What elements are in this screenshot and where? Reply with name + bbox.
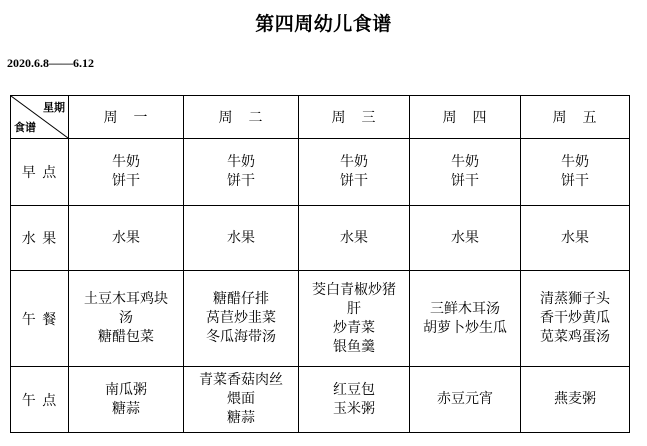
dish-line: 香干炒黄瓜 <box>540 310 610 326</box>
menu-cell-fruit-fri <box>521 206 630 271</box>
dish-line: 牛奶 <box>227 154 255 170</box>
menu-cell-fruit-wed <box>299 206 410 271</box>
dish-line: 莴苣炒韭菜 <box>206 310 276 326</box>
menu-cell-afternoon-snack-thu <box>410 367 521 433</box>
meal-row-fruit <box>11 206 630 271</box>
meal-label-afternoon-snack: 午 点 <box>11 367 69 433</box>
menu-cell-breakfast-wed <box>299 139 410 206</box>
dish-line: 饼干 <box>340 173 368 189</box>
meal-label-fruit: 水 果 <box>11 206 69 271</box>
dish-line: 南瓜粥 <box>105 381 147 398</box>
menu-cell-fruit-tue <box>184 206 299 271</box>
dish-line: 燕麦粥 <box>554 391 596 407</box>
dish-line: 糖蒜 <box>112 400 140 417</box>
dish-line: 饼干 <box>561 173 589 189</box>
menu-table <box>10 95 630 433</box>
dish-line: 茭白青椒炒猪 <box>312 281 396 298</box>
menu-cell-fruit-thu <box>410 206 521 271</box>
dish-line: 水果 <box>340 229 368 246</box>
date-range: 2020.6.8——6.12 <box>7 56 94 70</box>
meal-row-afternoon-snack <box>11 367 630 433</box>
dish-line: 炒青菜 <box>333 319 375 336</box>
menu-cell-afternoon-snack-fri <box>521 367 630 433</box>
dish-line: 苋菜鸡蛋汤 <box>540 329 610 345</box>
dish-line: 红豆包 <box>333 381 375 398</box>
dish-line: 汤 <box>119 310 133 326</box>
dish-line: 糖醋仔排 <box>213 291 269 307</box>
dish-line: 饼干 <box>227 173 255 189</box>
meal-row-breakfast <box>11 139 630 206</box>
menu-cell-breakfast-thu <box>410 139 521 206</box>
dish-line: 牛奶 <box>561 154 589 170</box>
dish-line: 牛奶 <box>340 154 368 170</box>
dish-line: 牛奶 <box>112 154 140 170</box>
dish-line: 水果 <box>227 229 255 246</box>
menu-cell-breakfast-tue <box>184 139 299 206</box>
menu-cell-afternoon-snack-tue <box>184 367 299 433</box>
corner-label-menu: 食谱 <box>14 121 36 134</box>
menu-cell-fruit-mon <box>69 206 184 271</box>
menu-cell-breakfast-fri <box>521 139 630 206</box>
dish-line: 糖蒜 <box>227 410 255 426</box>
dish-line: 清蒸狮子头 <box>540 291 610 307</box>
menu-cell-lunch-thu <box>410 271 521 367</box>
dish-line: 饼干 <box>451 173 479 189</box>
header-row <box>11 96 630 139</box>
dish-line: 水果 <box>561 229 589 246</box>
dish-line: 赤豆元宵 <box>437 391 493 407</box>
dish-line: 胡萝卜炒生瓜 <box>423 319 507 336</box>
day-header-wed: 周 三 <box>299 96 410 139</box>
menu-cell-lunch-mon <box>69 271 184 367</box>
page-title: 第四周幼儿食谱 <box>255 13 392 35</box>
dish-line: 冬瓜海带汤 <box>206 329 276 345</box>
dish-line: 银鱼羹 <box>333 338 375 355</box>
dish-line: 水果 <box>112 229 140 246</box>
dish-line: 土豆木耳鸡块 <box>84 291 168 307</box>
menu-cell-lunch-wed <box>299 271 410 367</box>
dish-line: 牛奶 <box>451 154 479 170</box>
dish-line: 青菜香菇肉丝 <box>199 372 283 388</box>
dish-line: 玉米粥 <box>333 400 375 417</box>
dish-line: 煨面 <box>227 391 255 407</box>
meal-label-breakfast: 早 点 <box>11 139 69 206</box>
menu-cell-breakfast-mon <box>69 139 184 206</box>
meal-row-lunch <box>11 271 630 367</box>
menu-cell-afternoon-snack-wed <box>299 367 410 433</box>
day-header-fri: 周 五 <box>521 96 630 139</box>
day-header-mon: 周 一 <box>69 96 184 139</box>
menu-cell-lunch-fri <box>521 271 630 367</box>
meal-label-lunch: 午 餐 <box>11 271 69 367</box>
dish-line: 糖醋包菜 <box>98 329 154 345</box>
menu-cell-afternoon-snack-mon <box>69 367 184 433</box>
corner-cell <box>11 96 69 139</box>
menu-cell-lunch-tue <box>184 271 299 367</box>
day-header-tue: 周 二 <box>184 96 299 139</box>
dish-line: 三鲜木耳汤 <box>430 300 500 317</box>
dish-line: 肝 <box>347 300 361 317</box>
day-header-thu: 周 四 <box>410 96 521 139</box>
corner-label-weekday: 星期 <box>43 101 65 114</box>
dish-line: 饼干 <box>112 173 140 189</box>
dish-line: 水果 <box>451 229 479 246</box>
